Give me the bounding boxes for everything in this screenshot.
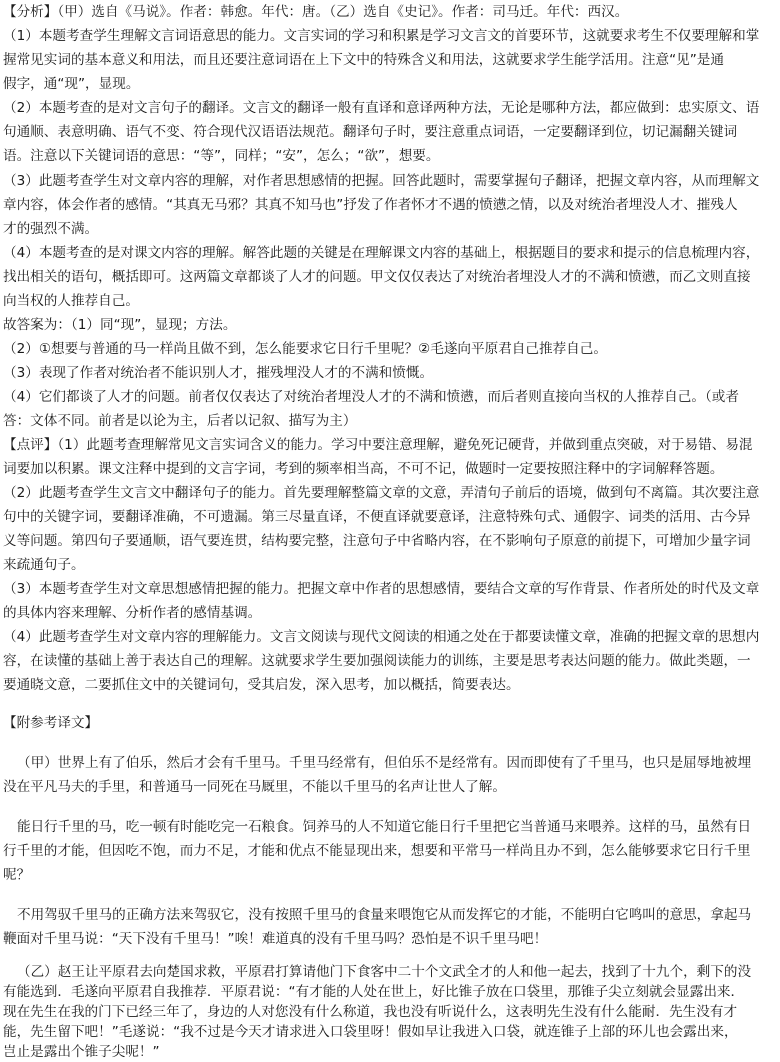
translation-line: 能日行千里的马，吃一顿有时能吃完一石粮食。饲养马的人不知道它能日行千里把它当普通马来喂养。这样的马，虽然有日 <box>17 819 752 835</box>
answer-line: （3）表现了作者对统治者不能识别人才，摧残埋没人才的不满和愤慨。 <box>3 365 434 381</box>
answer-line: 答：文体不同。前者是以论为主，后者以记叙、描写为主） <box>3 413 357 429</box>
translation-line: 能，先生留下吧！”毛遂说：“我不过是今天才请求进入口袋里呀！假如早让我进入口袋，就连锥子上部的环儿也会露出来， <box>3 1024 738 1040</box>
text-line: 要通晓文意，二要抓住文中的关键词句，受其启发，深入思考，加以概括，简要表达。 <box>3 677 520 693</box>
text-line: 找出相关的语句，概括即可。这两篇文章都谈了人才的问题。甲文仅仅表达了对统治者埋没人才的不满和愤懑，而乙文则直接 <box>3 269 751 285</box>
translation-line: 没在平凡马夫的手里，和普通马一同死在马厩里，不能以千里马的名声让世人了解。 <box>3 779 506 795</box>
answer-line: （2）①想要与普通的马一样尚且做不到，怎么能要求它日行千里呢？②毛遂向平原君自己推荐自己。 <box>3 341 607 357</box>
translation-line: 有能选到．毛遂向平原君自我推荐．平原君说：“有才能的人处在世上，好比锥子放在口袋里，那锥子尖立刻就会显露出来． <box>3 984 745 1000</box>
translation-line: 行千里的才能，但因吃不饱，而力不足，才能和优点不能显现出来，想要和平常马一样尚且办不到，怎么能够要求它日行千里 <box>3 843 751 859</box>
translation-line: 呢？ <box>3 867 31 883</box>
text-line: 词要加以积累。课文注释中提到的文言字词，考到的频率相当高，不可不记，做题时一定要按照注释中的字词解释答题。 <box>3 461 724 477</box>
text-line: 向当权的人推荐自己。 <box>3 293 139 309</box>
analysis-header-line: 【分析】（甲）选自《马说》。作者：韩愈。年代：唐。（乙）选自《史记》。作者：司马迁。年代：西汉。 <box>3 4 629 20</box>
text-line: 句通顺、表意明确、语气不变、符合现代汉语语法规范。翻译句子时，要注意重点词语，一定要翻译到位，切记漏翻关键词 <box>3 124 738 140</box>
text-line: （1）本题考查学生理解文言词语意思的能力。文言实词的学习和积累是学习文言文的首要环节，这就要求考生不仅要理解和掌 <box>3 28 760 44</box>
text-line: 握常见实词的基本意义和用法，而且还要注意词语在上下文中的特殊含义和用法，这就要求学生能学活用。注意“见”是通 <box>3 52 724 68</box>
text-line: 句中的关键字词，要翻译准确，不可遗漏。第三尽量直译，不便直译就要意译，注意特殊句式、通假字、词类的活用、古今异 <box>3 509 751 525</box>
translation-line: 鞭面对千里马说：“天下没有千里马！”唉！难道真的没有千里马吗？恐怕是不识千里马吧！ <box>3 931 548 947</box>
text-line: 的具体内容来理解、分析作者的感情基调。 <box>3 605 262 621</box>
text-line: （2）本题考查的是对文言句子的翻译。文言文的翻译一般有直译和意译两种方法，无论是哪种方法，都应做到：忠实原文、语 <box>3 100 760 116</box>
text-line: 义等问题。第四句子要通顺，语气要连贯，结构要完整，注意句子中省略内容，在不影响句子原意的前提下，可增加少量字词 <box>3 533 751 549</box>
text-line: 才的强烈不满。 <box>3 221 99 237</box>
text-line: 章内容，体会作者的感情。“其真无马邪？其真不知马也”抒发了作者怀才不遇的愤懑之情，以及对统治者埋没人才、摧残人 <box>3 197 738 213</box>
translation-line: （甲）世界上有了伯乐，然后才会有千里马。千里马经常有，但伯乐不是经常有。因而即使有了千里马，也只是屈辱地被埋 <box>17 755 752 771</box>
answer-line: （4）它们都谈了人才的问题。前者仅仅表达了对统治者埋没人才的不满和愤懑，而后者则直接向当权的人推荐自己。（或者 <box>3 389 739 405</box>
translation-line: （乙）赵王让平原君去向楚国求救，平原君打算请他门下食客中二十个文武全才的人和他一起去，找到了十九个，剩下的没 <box>17 964 752 980</box>
text-line: 来疏通句子。 <box>3 557 85 573</box>
translation-line: 岂止是露出个锥子尖呢！” <box>3 1044 160 1060</box>
translation-header: 【附参考译文】 <box>3 715 99 731</box>
text-line: （2）此题考查学生文言文中翻译句子的能力。首先要理解整篇文章的文意，弄清句子前后的语境，做到句不离篇。其次要注意 <box>3 485 760 501</box>
text-line: 假字，通“现”，显现。 <box>3 76 140 92</box>
comment-header-line: 【点评】（1）此题考查理解常见文言实词含义的能力。学习中要注意理解，避免死记硬背，并做到重点突破，对于易错、易混 <box>3 437 753 453</box>
text-line: （3）此题考查学生对文章内容的理解，对作者思想感情的把握。回答此题时，需要掌握句子翻译，把握文章内容，从而理解文 <box>3 173 760 189</box>
text-line: （4）本题考查的是对课文内容的理解。解答此题的关键是在理解课文内容的基础上，根据题目的要求和提示的信息梳理内容， <box>3 245 760 261</box>
text-line: 语。注意以下关键词语的意思：“等”，同样；“安”，怎么；“欲”，想要。 <box>3 148 440 164</box>
text-line: （4）此题考查学生对文章内容的理解能力。文言文阅读与现代文阅读的相通之处在于都要读懂文章，准确的把握文章的思想内 <box>3 629 760 645</box>
text-line: （3）本题考查学生对文章思想感情把握的能力。把握文章中作者的思想感情，要结合文章的写作背景、作者所处的时代及文章 <box>3 581 760 597</box>
text-line: 容，在读懂的基础上善于表达自己的理解。这就要求学生要加强阅读能力的训练，主要是思考表达问题的能力。做此类题，一 <box>3 653 751 669</box>
translation-line: 不用驾驭千里马的正确方法来驾驭它，没有按照千里马的食量来喂饱它从而发挥它的才能，不能明白它鸣叫的意思，拿起马 <box>17 907 752 923</box>
answer-line: 故答案为：（1）同“现”，显现；方法。 <box>3 317 237 333</box>
translation-line: 现在先生在我的门下已经三年了，身边的人对您没有什么称道，我也没有听说什么，这表明先生没有什么能耐．先生没有才 <box>3 1004 738 1020</box>
